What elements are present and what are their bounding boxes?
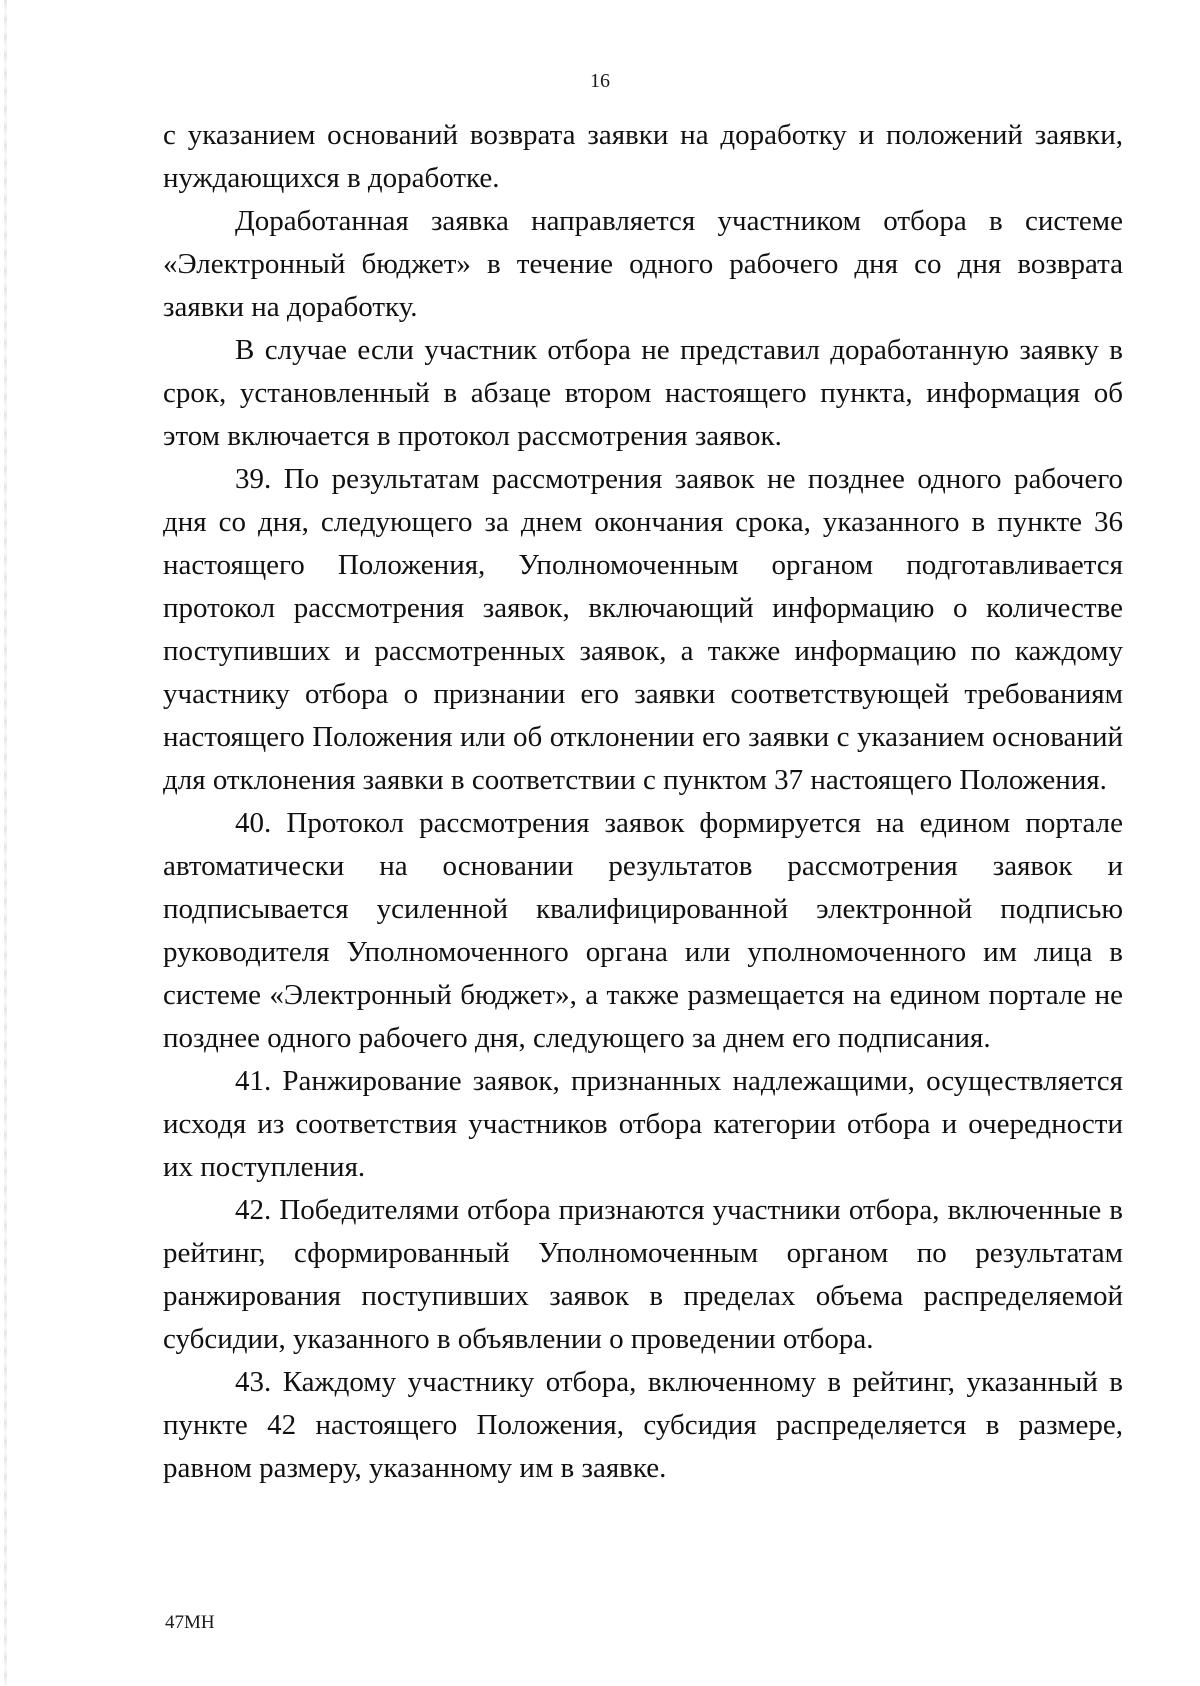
paragraph-item-39: 39. По результатам рассмотрения заявок не позднее одного рабочего дня со дня, следующего за днем окончания срока, указанного в пункте 36 настоящего Положения, Уполномоченным органом подготавливается протокол рассмотрения заявок, включающий информацию о количестве поступивших и рассмотренных заявок, а также информацию по каждому участнику отбора о признании его заявки соответствующей требованиям настоящего Положения или об отклонении его заявки с указанием оснований для отклонения заявки в соответствии с пунктом 37 настоящего Положения. bbox=[163, 463, 1123, 796]
page-number: 16 bbox=[590, 70, 610, 92]
paragraph-continuation: с указанием оснований возврата заявки на доработку и положений заявки, нуждающихся в доработке. bbox=[163, 119, 1123, 194]
scan-edge bbox=[4, 0, 7, 1686]
paragraph-item-43: 43. Каждому участнику отбора, включенному в рейтинг, указанный в пункте 42 настоящего Положения, субсидия распределяется в размере, равном размеру, указанному им в заявке. bbox=[163, 1366, 1123, 1484]
paragraph-item-41: 41. Ранжирование заявок, признанных надлежащими, осуществляется исходя из соответствия участников отбора категории отбора и очередности их поступления. bbox=[163, 1065, 1123, 1183]
paragraph-item-42: 42. Победителями отбора признаются участники отбора, включенные в рейтинг, сформированный Уполномоченным органом по результатам ранжирования поступивших заявок в пределах объема распределяемой субсидии, указанного в объявлении о проведении отбора. bbox=[163, 1194, 1123, 1355]
paragraph-missed-deadline: В случае если участник отбора не представил доработанную заявку в срок, установленный в абзаце втором настоящего пункта, информация об этом включается в протокол рассмотрения заявок. bbox=[163, 334, 1123, 452]
paragraph-item-40: 40. Протокол рассмотрения заявок формируется на едином портале автоматически на основании результатов рассмотрения заявок и подписывается усиленной квалифицированной электронной подписью руководителя Уполномоченного органа или уполномоченного им лица в системе «Электронный бюджет», а также размещается на едином портале не позднее одного рабочего дня, следующего за днем его подписания. bbox=[163, 807, 1123, 1054]
document-body bbox=[163, 114, 1123, 1490]
footer-document-code: 47МН bbox=[165, 1612, 215, 1633]
paragraph-revised-application: Доработанная заявка направляется участником отбора в системе «Электронный бюджет» в течение одного рабочего дня со дня возврата заявки на доработку. bbox=[163, 205, 1123, 323]
